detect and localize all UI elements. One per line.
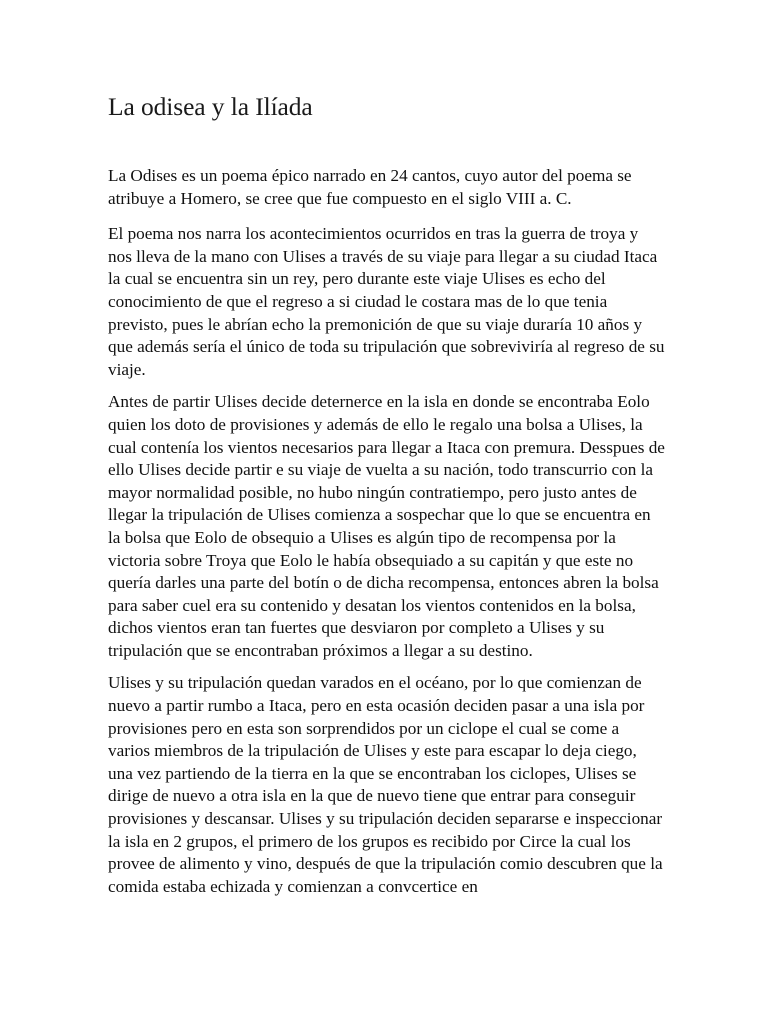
document-title: La odisea y la Ilíada <box>108 92 313 121</box>
paragraph-intro: La Odises es un poema épico narrado en 24 cantos, cuyo autor del poema se atribuye a Homero, se cree que fue compuesto en el siglo VIII a. C. <box>108 166 632 208</box>
paragraph-eolo: Antes de partir Ulises decide deternerce en la isla en donde se encontraba Eolo quien los doto de provisiones y además de ello le regalo una bolsa a Ulises, la cual contenía los vientos necesarios para llegar a Itaca con premura. Desspues de ello Ulises decide partir e su viaje de vuelta a su nación, todo transcurrio con la mayor normalidad posible, no hubo ningún contratiempo, pero justo antes de llegar la tripulación de Ulises comienza a sospechar que lo que se encuentra en la bolsa que Eolo de obsequio a Ulises es algún tipo de recompensa por la victoria sobre Troya que Eolo le había obsequiado a su capitán y que este no quería darles una parte del botín o de dicha recompensa, entonces abren la bolsa para saber cuel era su contenido y desatan los vientos contenidos en la bolsa, dichos vientos eran tan fuertes que desviaron por completo a Ulises y su tripulación que se encontraban próximos a llegar a su destino. <box>108 392 665 660</box>
document-body <box>108 165 665 908</box>
paragraph-ciclope: Ulises y su tripulación quedan varados en el océano, por lo que comienzan de nuevo a partir rumbo a Itaca, pero en esta ocasión deciden pasar a una isla por provisiones pero en esta son sorprendidos por un ciclope el cual se come a varios miembros de la tripulación de Ulises y este para escapar lo deja ciego, una vez partiendo de la tierra en la que se encontraban los ciclopes, Ulises se dirige de nuevo a otra isla en la que de nuevo tiene que entrar para conseguir provisiones y descansar. Ulises y su tripulación deciden separarse e inspeccionar la isla en 2 grupos, el primero de los grupos es recibido por Circe la cual los provee de alimento y vino, después de que la tripulación comio descubren que la comida estaba echizada y comienzan a convcertice en <box>108 673 663 896</box>
paragraph-plot: El poema nos narra los acontecimientos ocurridos en tras la guerra de troya y nos lleva de la mano con Ulises a través de su viaje para llegar a su ciudad Itaca la cual se encuentra sin un rey, pero durante este viaje Ulises es echo del conocimiento de que el regreso a si ciudad le costara mas de lo que tenia previsto, pues le abrían echo la premonición de que su viaje duraría 10 años y que además sería el único de toda su tripulación que sobreviviría al regreso de su viaje. <box>108 224 665 379</box>
